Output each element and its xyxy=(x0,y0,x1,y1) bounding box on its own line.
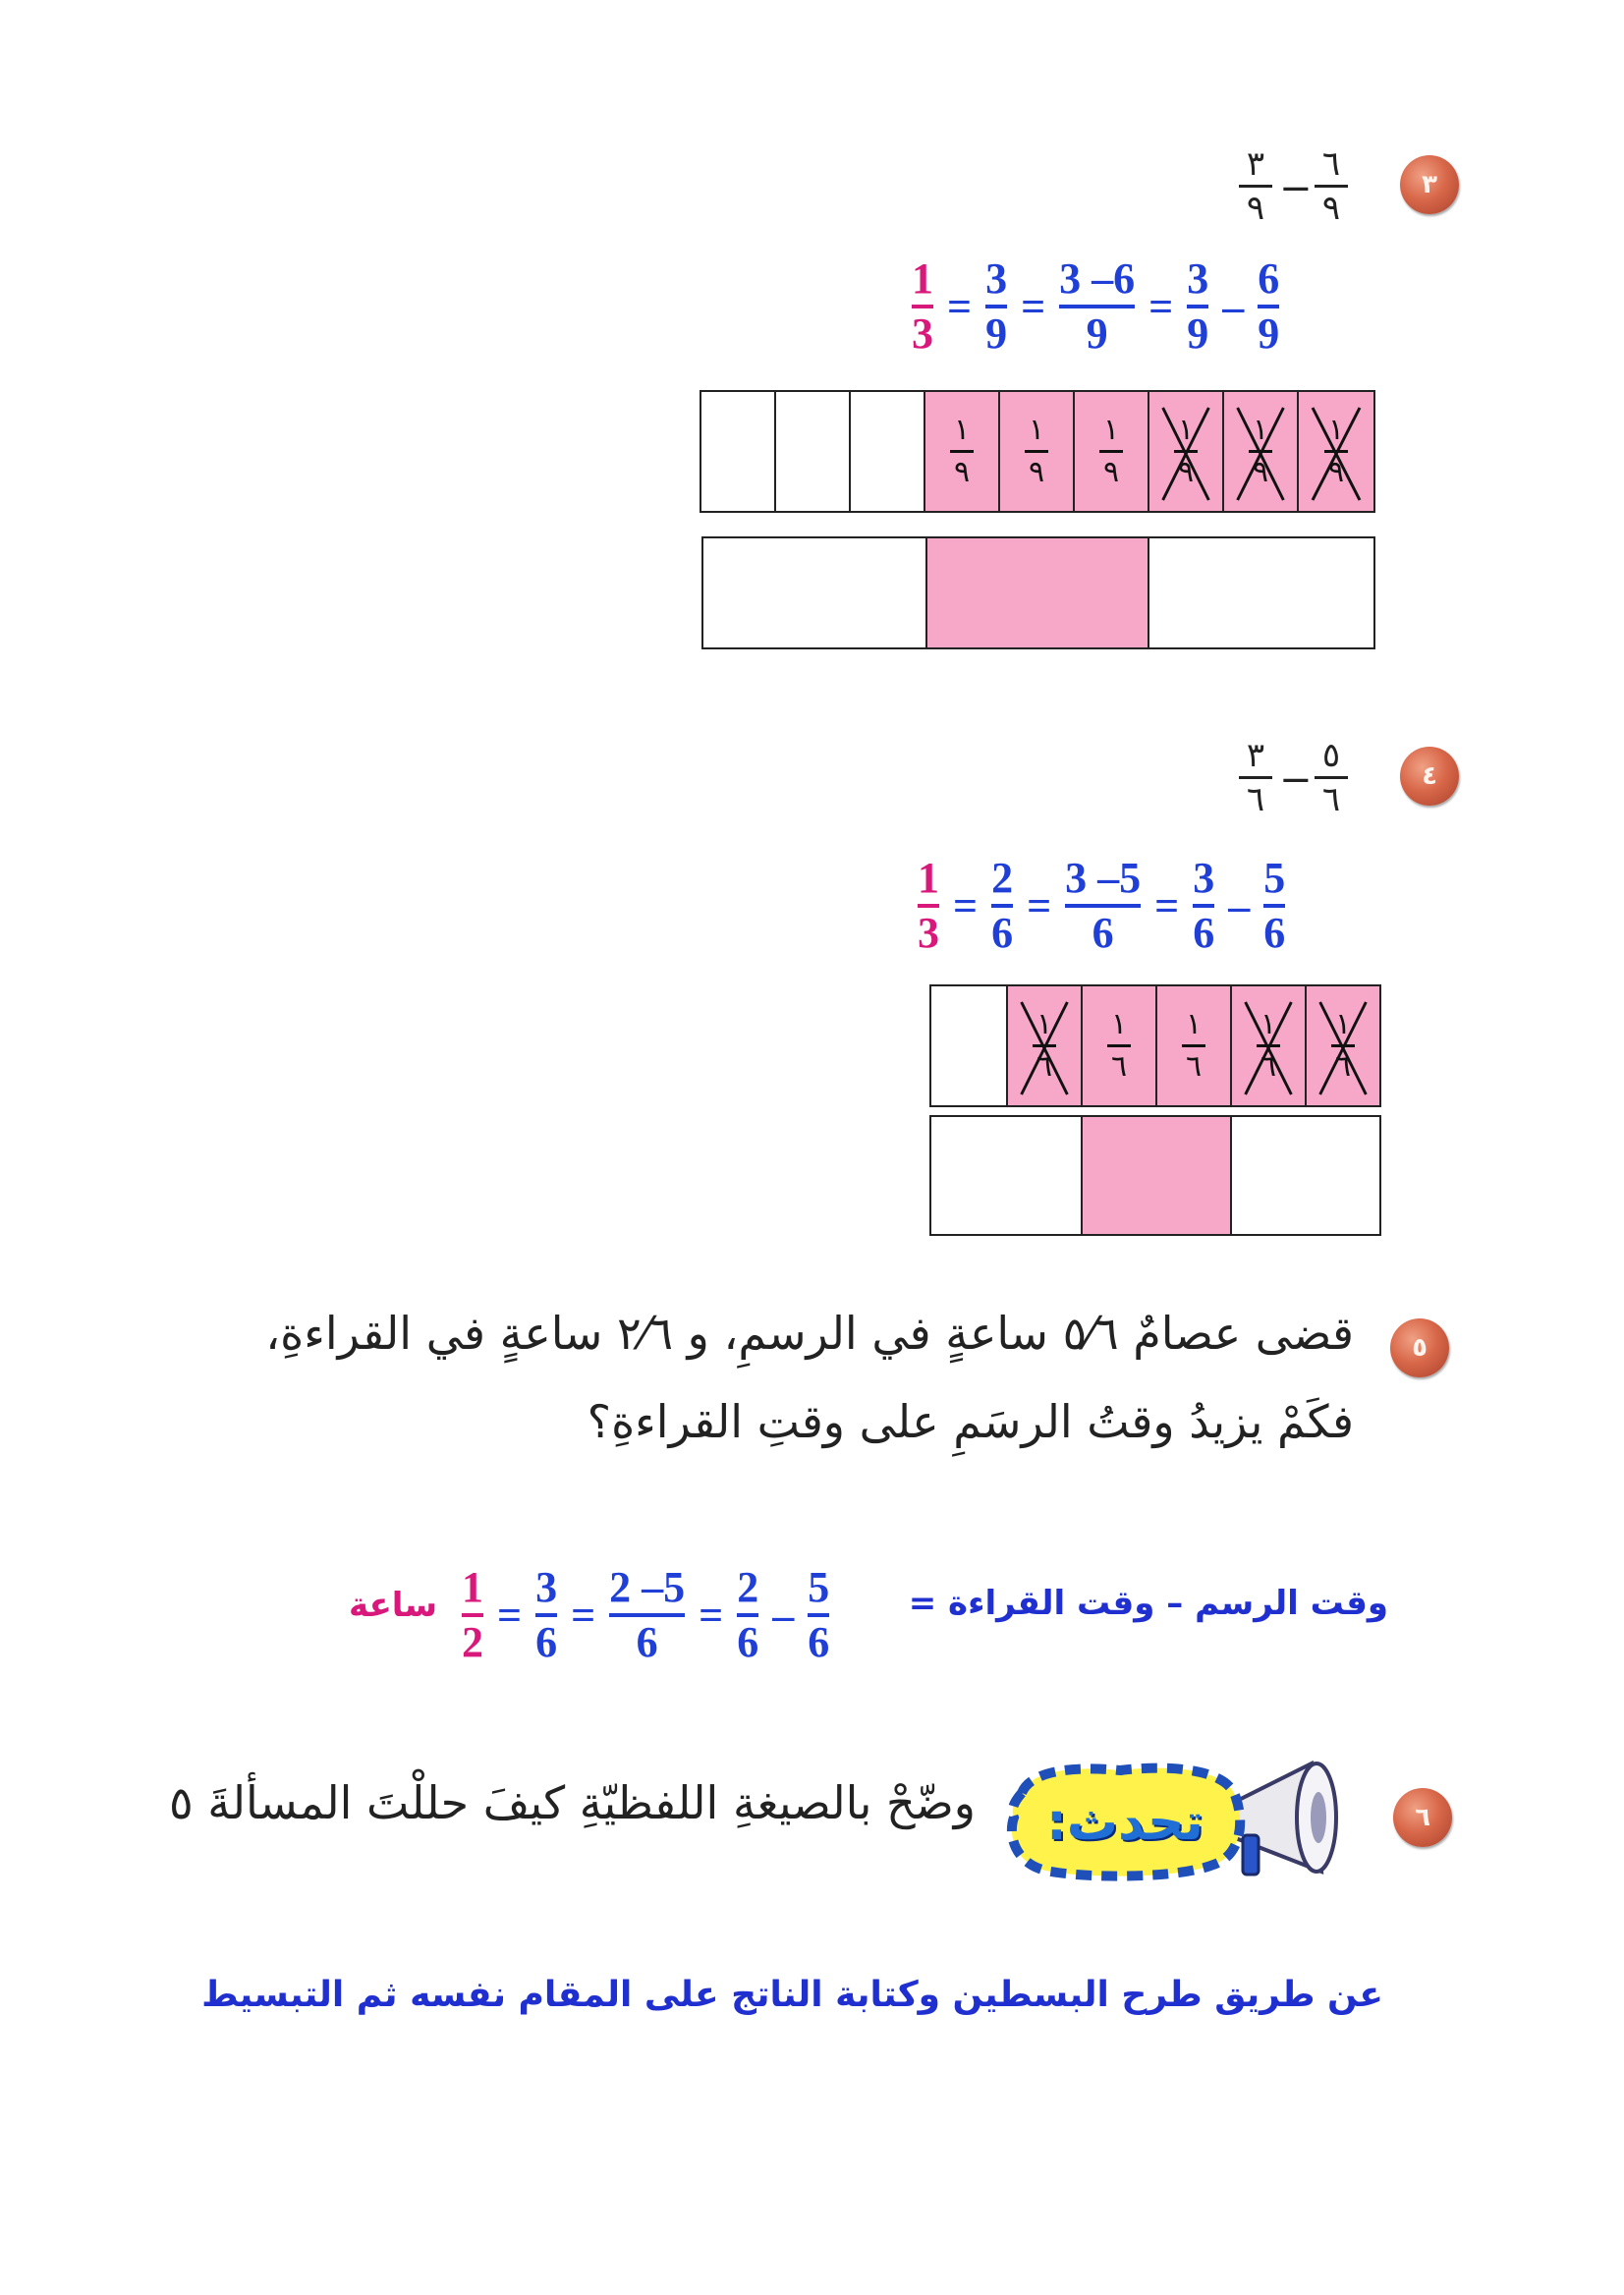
fraction-strip-thirds xyxy=(929,1115,1381,1236)
strip-cell-crossed: ١ ٦ xyxy=(1008,986,1083,1105)
problem-number-badge: ٥ xyxy=(1390,1318,1449,1377)
minus-sign: − xyxy=(1279,166,1313,211)
solution-equation: 1 3 = 3 9 = 3 –6 9 = 3 9 – 6 9 xyxy=(912,254,1280,358)
fraction: 2 6 xyxy=(991,854,1014,957)
problem-number-badge: ٦ xyxy=(1393,1788,1452,1847)
word-problem-line-1: قضى عصامٌ ٥⁄٦ ساعةٍ في الرسمِ، و ٢⁄٦ ساعةٍ في القراءةِ، xyxy=(265,1307,1354,1360)
strip-cell-labeled: ١ ٦ xyxy=(1083,986,1157,1105)
fraction: 3 6 xyxy=(535,1563,558,1666)
strip-cell-labeled: ١ ٩ xyxy=(925,392,1000,511)
fraction: 2 6 xyxy=(737,1563,759,1666)
strip-cell-labeled: ١ ٩ xyxy=(1000,392,1075,511)
fraction: 3 9 xyxy=(985,254,1008,358)
strip-cell xyxy=(701,392,776,511)
fraction: 5 6 xyxy=(808,1563,830,1666)
fraction: 3 –6 9 xyxy=(1059,254,1136,358)
strip-cell xyxy=(776,392,851,511)
problem-number-badge: ٣ xyxy=(1400,155,1459,214)
fraction: 2 –5 6 xyxy=(609,1563,686,1666)
result-fraction: 1 2 xyxy=(462,1563,483,1666)
strip-cell-shaded xyxy=(1083,1117,1232,1234)
speak-label: تحدث: xyxy=(1045,1793,1204,1852)
fraction-left: ٣ ٩ xyxy=(1236,145,1275,227)
solution-equation: 1 3 = 2 6 = 3 –5 6 = 3 6 – 5 6 xyxy=(918,854,1286,957)
fraction: 3 –5 6 xyxy=(1065,854,1142,957)
explain-prompt: وضّحْ بالصيغةِ اللفظيّةِ كيفَ حللْتَ المسألةَ ٥ xyxy=(168,1776,976,1829)
fraction-right: ٦ ٩ xyxy=(1312,145,1351,227)
strip-cell xyxy=(931,1117,1083,1234)
strip-cell-crossed: ١ ٦ xyxy=(1307,986,1379,1105)
fraction-strip-sixths xyxy=(929,984,1381,1107)
problem-number-badge: ٤ xyxy=(1400,747,1459,806)
answer-prefix: وقت الرسم – وقت القراءة = xyxy=(908,1584,1388,1623)
strip-cell-labeled: ١ ٦ xyxy=(1157,986,1232,1105)
strip-cell-crossed: ١ ٩ xyxy=(1149,392,1224,511)
strip-cell xyxy=(1232,1117,1379,1234)
strip-cell-labeled: ١ ٩ xyxy=(1075,392,1149,511)
fraction: 6 9 xyxy=(1258,254,1280,358)
strip-cell xyxy=(851,392,925,511)
strip-cell xyxy=(931,986,1008,1105)
strip-cell-crossed: ١ ٩ xyxy=(1224,392,1299,511)
explain-answer: عن طريق طرح البسطين وكتابة الناتج على المقام نفسه ثم التبسيط xyxy=(201,1975,1383,2015)
strip-cell xyxy=(1149,538,1373,647)
fraction-strip-thirds xyxy=(701,536,1375,649)
fraction: 5 6 xyxy=(1263,854,1286,957)
result-fraction: 1 3 xyxy=(918,854,939,957)
fraction: 3 9 xyxy=(1187,254,1209,358)
fraction-strip-ninths xyxy=(700,390,1375,513)
word-problem-line-2: فكَمْ يزيدُ وقتُ الرسَمِ على وقتِ القراءةِ؟ xyxy=(587,1395,1354,1448)
answer-unit: ساعة xyxy=(348,1586,437,1625)
result-fraction: 1 3 xyxy=(912,254,933,358)
speak-badge xyxy=(1002,1759,1248,1886)
strip-cell-shaded xyxy=(927,538,1149,647)
fraction-left: ٣ ٦ xyxy=(1236,737,1275,818)
fraction-right: ٥ ٦ xyxy=(1312,737,1351,818)
strip-cell xyxy=(703,538,927,647)
minus-sign: − xyxy=(1279,757,1313,803)
fraction: 3 6 xyxy=(1193,854,1215,957)
strip-cell-crossed: ١ ٦ xyxy=(1232,986,1307,1105)
answer-equation: 1 2 = 3 6 = 2 –5 6 = 2 6 – 5 6 xyxy=(462,1563,830,1666)
strip-cell-crossed: ١ ٩ xyxy=(1299,392,1373,511)
